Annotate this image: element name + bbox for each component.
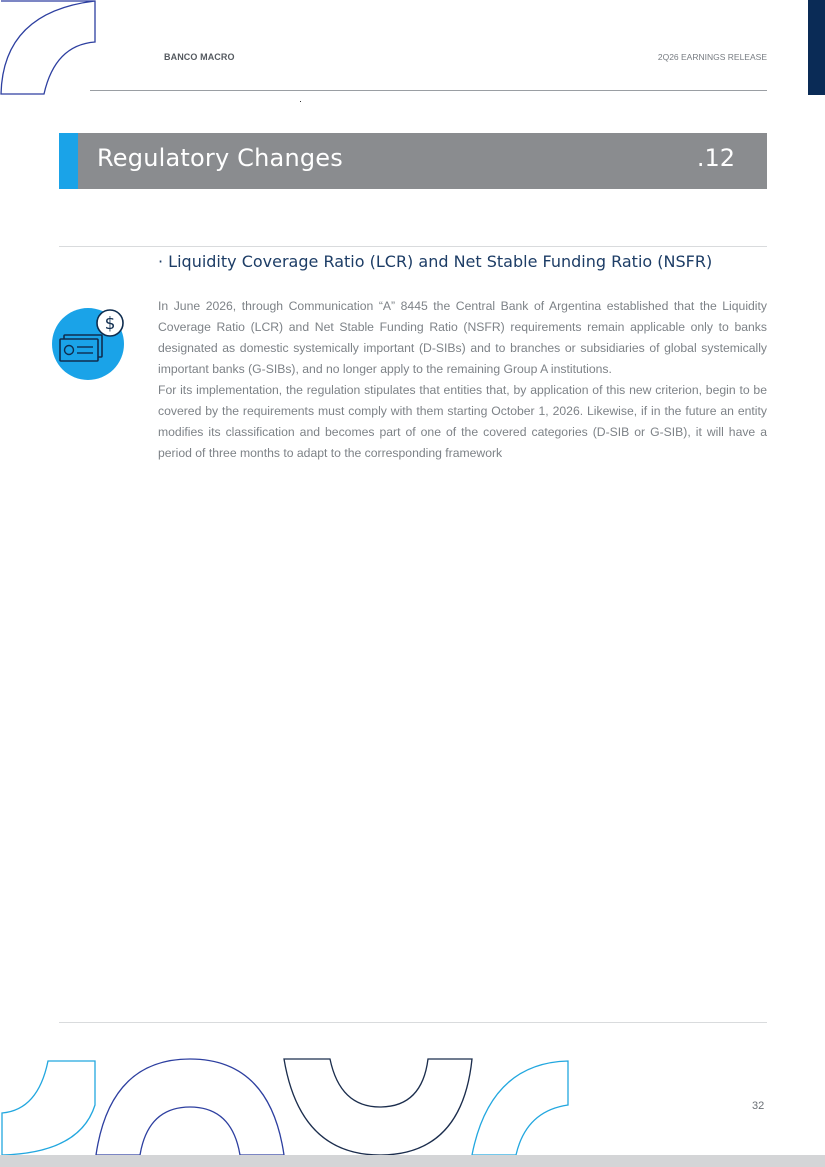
decorative-arcs-bottom — [0, 1055, 600, 1159]
paragraph-1: In June 2026, through Communication “A” 8445 the Central Bank of Argentina established that the Liquidity Coverage Ratio (LCR) and Net Stable Funding Ratio (NSFR) requirements remain applicable only to banks designated as domestic systemically important (D-SIBs) and to branches or subsidiaries of global systemically important banks (G-SIBs), and no longer apply to the remaining Group A institutions. — [158, 299, 767, 376]
header-dot — [300, 101, 301, 102]
corner-tab — [808, 0, 825, 95]
section-title: · Liquidity Coverage Ratio (LCR) and Net Stable Funding Ratio (NSFR) — [158, 252, 713, 271]
banner-number: .12 — [696, 144, 735, 172]
svg-text:$: $ — [104, 314, 116, 334]
footer-bar — [0, 1155, 825, 1167]
section-body — [158, 296, 767, 464]
money-check-icon — [50, 306, 128, 384]
section-divider — [59, 246, 767, 247]
banner-accent — [59, 133, 78, 189]
release-label: 2Q26 EARNINGS RELEASE — [657, 52, 767, 62]
decorative-arc-top-left — [0, 0, 100, 100]
footer-divider — [59, 1022, 767, 1023]
paragraph-2: For its implementation, the regulation stipulates that entities that, by application of this new criterion, begin to be covered by the requirements must comply with them starting October 1, 2026. Likewise, if in the future an entity modifies its classification and becomes part of one of the covered categories (D-SIB or G-SIB), it will have a period of three months to adapt to the corresponding framework — [158, 383, 767, 460]
page-number: 32 — [752, 1100, 765, 1112]
brand-name: BANCO MACRO — [164, 52, 235, 62]
banner-title: Regulatory Changes — [97, 144, 343, 172]
header-divider — [90, 90, 767, 91]
